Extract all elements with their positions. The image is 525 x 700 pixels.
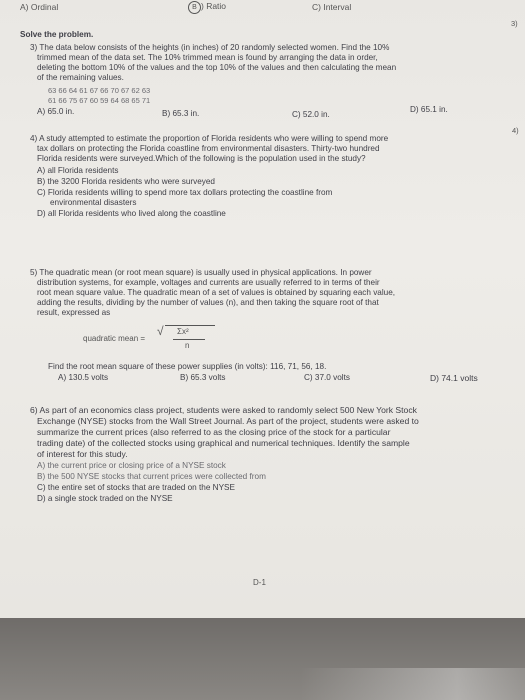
top-option-b: B ) Ratio [188,1,226,14]
q6-choice-d: D) a single stock traded on the NYSE [37,494,173,503]
light-reflection [300,668,525,700]
q6-line-2: Exchange (NYSE) stocks from the Wall Street Journal. As part of the project, students were asked to [37,416,419,426]
q3-choice-b: B) 65.3 in. [162,109,200,118]
q5-line-1: 5) The quadratic mean (or root mean square) is usually used in physical applications. In power [30,268,372,277]
q4-choice-b: B) the 3200 Florida residents who were surveyed [37,177,215,186]
q3-line-2: trimmed mean of the data set. The 10% trimmed mean is found by arranging the data in order, [37,53,378,62]
q4-line-1: 4) A study attempted to estimate the proportion of Florida residents who were willing to spend more [30,134,389,143]
q4-choice-c: C) Florida residents willing to spend more tax dollars protecting the coastline from [37,188,333,197]
q5-choice-c: C) 37.0 volts [304,373,350,382]
q3-line-3: deleting the bottom 10% of the values and the top 10% of the values and then calculating the mean [37,63,397,72]
margin-number-3: 3) [511,19,518,28]
sqrt-bar [165,325,215,326]
q5-choice-a: A) 130.5 volts [58,373,109,382]
desk-background [0,618,525,700]
q3-choice-c: C) 52.0 in. [292,110,330,119]
q4-choice-a: A) all Florida residents [37,166,119,175]
q5-line-3: root mean square value. The quadratic mean of a set of values is obtained by squaring each value, [37,288,396,297]
q3-choice-a: A) 65.0 in. [37,107,75,116]
q5-line-5: result, expressed as [37,308,111,317]
q3-choice-d: D) 65.1 in. [410,105,448,114]
q3-line-1: 3) The data below consists of the heights (in inches) of 20 randomly selected women. Find the 10% [30,43,390,52]
formula-label: quadratic mean = [83,334,146,343]
margin-number-4: 4) [512,126,519,135]
q6-choice-b: B) the 500 NYSE stocks that current prices were collected from [37,472,266,481]
q6-line-4: trading date) of the collected stocks using graphical and numerical techniques. Identify the sample [37,438,410,448]
q4-choice-c-cont: environmental disasters [50,198,137,207]
q6-choice-a: A) the current price or closing price of a NYSE stock [37,461,226,470]
q5-prompt: Find the root mean square of these power supplies (in volts): 116, 71, 56, 18. [48,362,327,371]
q6-line-1: 6) As part of an economics class project, students were asked to randomly select 500 New York Stock [30,405,417,415]
page-footer: D-1 [253,578,266,587]
q3-data-row-2: 61 66 75 67 60 59 64 68 65 71 [48,96,151,105]
q6-line-5: of interest for this study. [37,449,128,459]
formula-numerator: Σx² [177,327,189,336]
section-heading: Solve the problem. [20,30,94,39]
sqrt-symbol: √ [157,324,164,338]
circled-answer-mark: B [188,1,201,14]
q5-line-4: adding the results, dividing by the number of values (n), and then taking the square root of that [37,298,379,307]
q6-line-3: summarize the current prices (also referred to as the closing price of the stock for a particular [37,427,391,437]
q4-line-2: tax dollars on protecting the Florida coastline from environmental disasters. Thirty-two hundred [37,144,380,153]
top-option-c: C) Interval [312,2,352,12]
q4-choice-d: D) all Florida residents who lived along the coastline [37,209,226,218]
q4-line-3: Florida residents were surveyed.Which of the following is the population used in the study? [37,154,366,163]
q5-line-2: distribution systems, for example, voltages and currents are usually referred to in terms of their [37,278,380,287]
q5-choice-b: B) 65.3 volts [180,373,226,382]
q6-choice-c: C) the entire set of stocks that are traded on the NYSE [37,483,235,492]
top-option-a: A) Ordinal [20,2,59,12]
fraction-bar [173,339,205,340]
q3-line-4: of the remaining values. [37,73,124,82]
q3-data-row-1: 63 66 64 61 67 66 70 67 62 63 [48,86,151,95]
q5-choice-d: D) 74.1 volts [430,373,478,383]
formula-denominator: n [185,341,190,350]
